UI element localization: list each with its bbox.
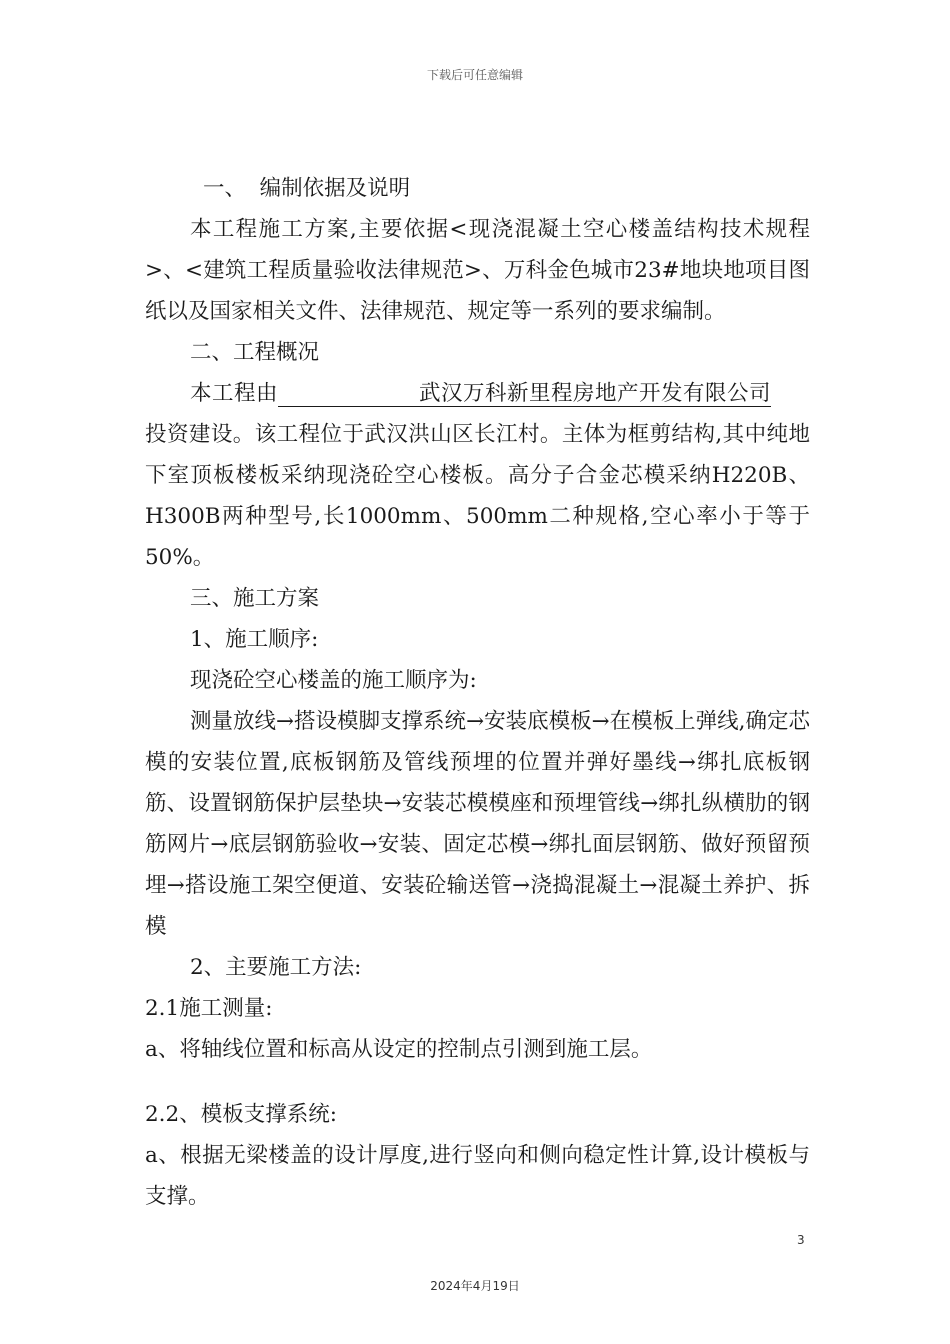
page-header-note: 下载后可任意编辑 bbox=[426, 68, 523, 82]
subsection-2-1-heading: 2.1施工测量: bbox=[145, 996, 273, 1021]
document-body bbox=[145, 168, 810, 1217]
subsection-2-1-item-a: a、将轴线位置和标高从设定的控制点引测到施工层。 bbox=[145, 1037, 653, 1062]
section-2-heading: 二、工程概况 bbox=[190, 340, 320, 365]
owner-line bbox=[145, 373, 810, 414]
section-1-paragraph: 本工程施工方案,主要依据<现浇混凝土空心楼盖结构技术规程>、<建筑工程质量验收法律规范>、万科金色城市23#地块地项目图纸以及国家相关文件、法律规范、规定等一系列的要求编制。 bbox=[145, 217, 810, 324]
page-number: 3 bbox=[797, 1233, 805, 1247]
section-2-paragraph: 投资建设。该工程位于武汉洪山区长江村。主体为框剪结构,其中纯地下室顶板楼板采纳现浇砼空心楼板。高分子合金芯模采纳H220B、H300B两种型号,长1000mm、500mm二种规格,空心率小于等于50%。 bbox=[145, 422, 810, 570]
paragraph-gap bbox=[145, 1070, 810, 1094]
section-1-heading: 一、 编制依据及说明 bbox=[203, 176, 411, 201]
section-3-heading: 三、施工方案 bbox=[190, 586, 320, 611]
owner-company-field bbox=[278, 382, 771, 407]
owner-lead-text: 本工程由 bbox=[190, 381, 279, 406]
subsection-1-intro: 现浇砼空心楼盖的施工顺序为: bbox=[190, 668, 477, 693]
construction-sequence: 测量放线→搭设模脚支撑系统→安装底模板→在模板上弹线,确定芯模的安装位置,底板钢筋及管线预埋的位置并弹好墨线→绑扎底板钢筋、设置钢筋保护层垫块→安装芯模模座和预埋管线→绑扎纵横肋的钢筋网片→底层钢筋验收→安装、固定芯模→绑扎面层钢筋、做好预留预埋→搭设施工架空便道、安装砼输送管→浇捣混凝土→混凝土养护、拆模 bbox=[145, 709, 810, 939]
owner-company-name: 武汉万科新里程房地产开发有限公司 bbox=[419, 381, 772, 406]
subsection-2-heading: 2、主要施工方法: bbox=[190, 955, 362, 980]
subsection-2-2-item-a: a、根据无梁楼盖的设计厚度,进行竖向和侧向稳定性计算,设计模板与支撑。 bbox=[145, 1143, 810, 1209]
subsection-1-heading: 1、施工顺序: bbox=[190, 627, 319, 652]
subsection-2-2-heading: 2.2、模板支撑系统: bbox=[145, 1102, 337, 1127]
footer-date: 2024年4月19日 bbox=[430, 1279, 520, 1293]
